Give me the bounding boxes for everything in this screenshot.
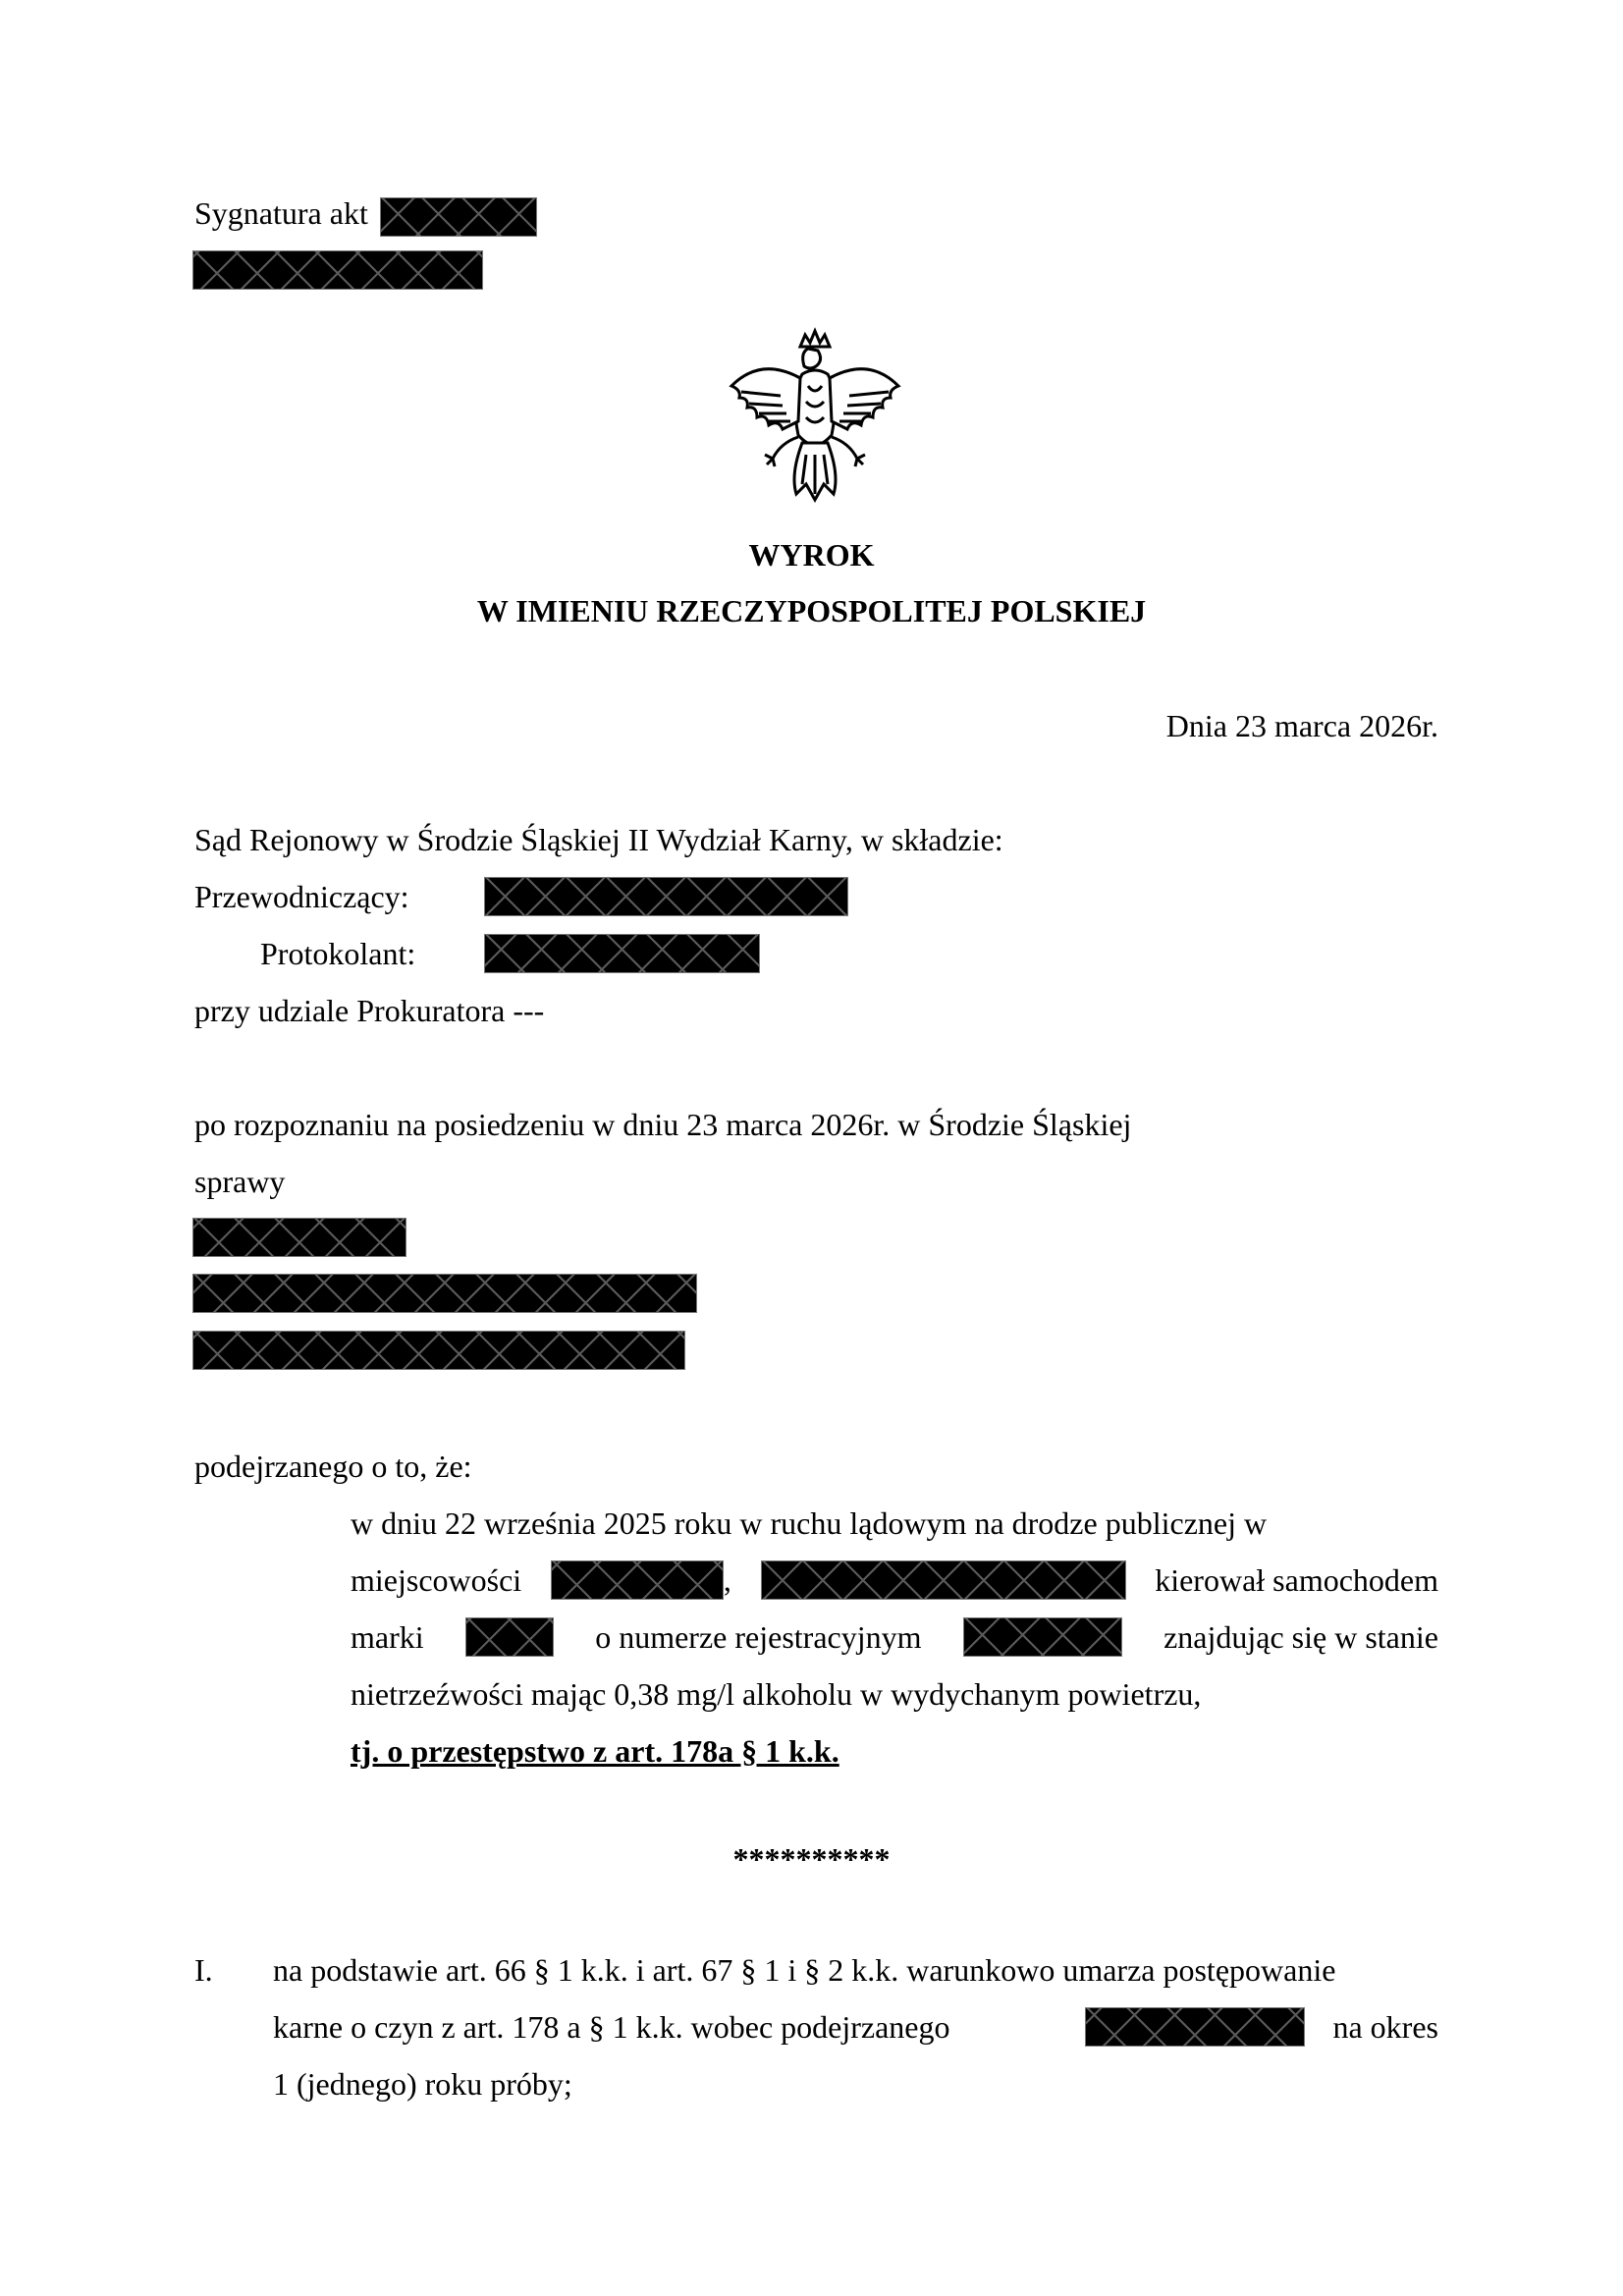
- chair-label: Przewodniczący:: [194, 879, 409, 914]
- ruling-line-2-start: karne o czyn z art. 178 a § 1 k.k. wobec podejrzanego: [273, 2009, 950, 2045]
- redaction-defendant-name: [192, 1218, 406, 1257]
- redaction-clerk-name: [484, 934, 760, 973]
- ruling-line-2-end: na okres: [1332, 2009, 1438, 2045]
- court-composition: Sąd Rejonowy w Środzie Śląskiej II Wydział Karny, w składzie:: [194, 822, 1003, 857]
- charge-legal-basis: tj. o przestępstwo z art. 178a § 1 k.k.: [351, 1733, 839, 1769]
- ruling-line-3: 1 (jednego) roku próby;: [273, 2066, 572, 2102]
- case-label: sprawy: [194, 1164, 286, 1199]
- ruling-line-2: [273, 1998, 1438, 2055]
- clerk-label: Protokolant:: [260, 936, 416, 971]
- signature-line: [194, 193, 537, 237]
- charge-line-1: w dniu 22 września 2025 roku w ruchu lądowym na drodze publicznej w: [351, 1505, 1268, 1541]
- document-subtitle: W IMIENIU RZECZYPOSPOLITEJ POLSKIEJ: [476, 593, 1147, 629]
- signature-label: Sygnatura akt: [194, 195, 368, 231]
- polish-eagle-icon: [722, 327, 908, 514]
- redaction-defendant-details: [192, 1274, 697, 1313]
- ruling-line-2-text: [273, 1998, 1056, 2055]
- ruling-line-1: na podstawie art. 66 § 1 k.k. i art. 67 § 1 i § 2 k.k. warunkowo umarza postępowanie: [273, 1952, 1336, 1988]
- redaction-case-number-2: [192, 250, 483, 290]
- redaction-suspect-name: [1085, 2007, 1305, 2047]
- charge-place-label: miejscowości: [351, 1562, 522, 1598]
- charge-intro: podejrzanego o to, że:: [194, 1449, 472, 1484]
- charge-drove-text: kierował samochodem: [1155, 1562, 1438, 1598]
- redaction-place: [551, 1560, 724, 1600]
- charge-line-3: [351, 1609, 1438, 1666]
- charge-make-label: marki: [351, 1619, 424, 1655]
- charge-line-2: [351, 1552, 1438, 1609]
- charge-plate-label: o numerze rejestracyjnym: [595, 1619, 922, 1655]
- document-title: WYROK: [748, 537, 875, 573]
- redaction-defendant-address: [192, 1331, 685, 1370]
- ruling-paragraph: [273, 1941, 1438, 2112]
- redaction-road: [761, 1560, 1126, 1600]
- charge-line-4: nietrzeźwości mając 0,38 mg/l alkoholu w wydychanym powietrzu,: [351, 1676, 1202, 1712]
- charge-paragraph: [351, 1495, 1438, 1779]
- comma: ,: [723, 1562, 731, 1598]
- hearing-line: po rozpoznaniu na posiedzeniu w dniu 23 marca 2026r. w Środzie Śląskiej: [194, 1107, 1132, 1142]
- judgment-date: Dnia 23 marca 2026r.: [1165, 708, 1438, 743]
- redaction-chair-name: [484, 877, 848, 916]
- prosecutor-line: przy udziale Prokuratora ---: [194, 993, 545, 1028]
- redaction-make: [465, 1617, 554, 1657]
- ruling-number: I.: [194, 1952, 213, 1988]
- redaction-case-number: [380, 197, 537, 237]
- separator: **********: [732, 1841, 891, 1877]
- charge-state-text: znajdując się w stanie: [1163, 1619, 1438, 1655]
- redaction-plate: [963, 1617, 1122, 1657]
